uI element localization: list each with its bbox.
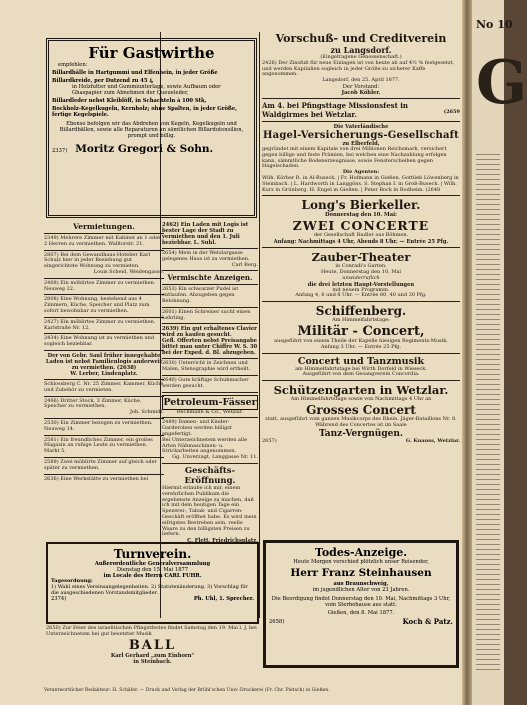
- page-gutter: [462, 0, 472, 705]
- classified-ad: Gg. Unverzagt, Langgasse Nr. 11.: [172, 454, 258, 461]
- zwei-date: Donnerstag den 10. Mai:: [325, 212, 397, 219]
- schutzen-body: statt, ausgeführt vom ganzen Musikcorps des Rhein. Jäger-Bataillons Nr. 8.: [265, 415, 457, 422]
- todes-signature: Koch & Patz.: [402, 617, 453, 626]
- ball-by: Karl Gerhard „zum Einhorn": [110, 652, 195, 659]
- militar-title: Militär - Concert,: [297, 323, 425, 339]
- classified-ad: 2640) Gute kräftige Schuhmacher werden gesucht.: [162, 376, 249, 389]
- column-1: [44, 222, 164, 482]
- gastwirthe-ebenso: Ebenso befolgen wir das Abdrehen von Kegeln, Kegelkugeln und Billardbällen, sowie alle Reparaturen an sämtlichen Billardutensilien, prompt und billig.: [59, 121, 244, 139]
- zauber-place: in Conradi's Garten.: [335, 263, 387, 270]
- turnverein-sub: Außerordentliche Generalversammlung: [94, 561, 211, 567]
- classified-ad: Bei Unterzeichnetem werden alle Arten Nähmaschinen- u. Strickarbeiten angenommen.: [162, 436, 248, 455]
- todes-burial: Die Beerdigung findet Donnerstag den 10. Mai, Nachmittags 3 Uhr, vom Sterbehause aus statt.: [271, 596, 451, 608]
- ball-title: BALL: [128, 637, 177, 653]
- vorschuss-sub: (Eingetragene Genossenschaft.): [320, 54, 402, 60]
- long-title: Long's Bierkeller.: [301, 198, 421, 213]
- geschaeft-title: Geschäfts-Eröffnung.: [184, 465, 236, 486]
- schutzen-gross: Grosses Concert: [306, 402, 416, 417]
- classified-ad: 2530) Ein Zimmer bezogen zu vermiethen. Neuweg 14.: [44, 419, 153, 432]
- schutzen-number: 2657): [262, 437, 277, 444]
- classified-ad: 2349) Mehrere Zimmer mit Kabinet an 1 oder 2 Herren zu vermiethen. Walltorstr. 21.: [44, 235, 161, 247]
- vorschuss-date: Langsdorf, den 25. April 1877.: [322, 77, 400, 84]
- vermietungen-heading: Vermietungen.: [73, 222, 135, 231]
- classified-ad: 2434) Eine Wohnung ist zu vermiethen und sogleich beziehbar.: [44, 335, 155, 348]
- classified-ad: 2654) Mein in der Wetzlargasse gelegenes Haus ist zu vermiethen.: [162, 250, 250, 262]
- classified-ad: 2807) Bei dem Gewandhaus-Hotelier Karl Schulz hier in jeder Beziehung gut eingerichtete Wohnung zu vermieten.: [44, 251, 151, 270]
- classified-ad: Joh. Schmidt.: [130, 409, 164, 416]
- column-2: [162, 222, 258, 544]
- militar-by: ausgeführt von einem Theile der Kapelle hiesigen Regiments-Musik.: [274, 337, 448, 344]
- next-page-number: No 10: [476, 18, 513, 31]
- schiffen-hf: Am Himmelfahrtstage:: [332, 317, 390, 324]
- vorschuss-vorstand: Der Vorstand:: [342, 83, 380, 90]
- schiffen-title: Schiffenberg.: [315, 304, 407, 319]
- vorschuss-place: zu Langsdorf.: [330, 45, 392, 55]
- vorschuss-signature: Jacob Köhler.: [341, 89, 381, 96]
- gastwirthe-kegelspiele: fertige Kegelspiele.: [52, 112, 109, 118]
- gastwirthe-holzkugeln: in Holzfutter und Gummiunterlage, sowie Aufbaum oder Ghaspapier zum Abnehmen der Queueleder,: [72, 84, 221, 96]
- schutzen-title: Schützengarten in Wetzlar.: [273, 383, 449, 398]
- classified-ad: 2408) Ein möblirtes Zimmer zu vermiethen. Neuweg 22.: [44, 279, 156, 292]
- classified-ad: 2589) Zwei möblirte Zimmer auf gleich oder später zu vermiethen.: [44, 458, 157, 471]
- zwei-title: ZWEI CONCERTE: [292, 218, 430, 234]
- todes-body1: Heute Morgen verschied plötzlich unser Reisender,: [293, 559, 429, 565]
- todes-date: Gießen, den 8. Mai 1877.: [327, 610, 395, 616]
- schutzen-tanz: Tanz-Vergnügen.: [318, 428, 404, 439]
- zwei-times: Anfang: Nachmittags 4 Uhr, Abends 8 Uhr. — Entrée 25 Pfg.: [273, 239, 449, 246]
- petroleum-line: Rechmann & Co., Wetzlar.: [176, 408, 244, 415]
- classified-ad: 2489) Damen- und Kinder-Garderoben werden billigst angefertigt.: [162, 419, 232, 437]
- militar-times: Anfang 3 Uhr. — Entrée 25 Pfg.: [320, 343, 402, 350]
- turnverein-number: 2374): [51, 596, 67, 603]
- hagel-pre: Die Vaterländische: [333, 123, 389, 130]
- missionsfest-line2: Waldgirmes bei Wetzlar.: [262, 109, 357, 119]
- zwei-by: der Gesellschaft Rudler aus Böhmen.: [313, 232, 409, 239]
- turnverein-agenda: 1) Wahl eines Vereinsangelegenheiten. 2) Statutenänderung. 3) Vorschlag für die ausgeschiedenen Vorstandsmitglieder.: [51, 583, 248, 596]
- classified-ad-bold: Der von Gebr. Saul früher innegehabte Laden ist nebst Familienlogis anderweit zu vermiethen. (2638): [45, 352, 163, 371]
- gastwirthe-number: 2337): [52, 148, 68, 154]
- clavier-offer: Gefl. Offerten nebst Preisangabe bittet man unter Chiffre W. S. 30 bei der Exped. d. Bl. abzugeben.: [162, 338, 258, 357]
- next-page-text-lines: [476, 150, 500, 670]
- classified-ad: Louis Scheid, Weidengasse.: [93, 268, 164, 275]
- geschaeft-body: Hiermit erlaube ich mir, einem verehrlichen Publikum die ergebenste Anzeige zu machen, daß ich mit dem heutigen Tage ein Spezerei-, Tabak- und Cigarren-Geschäft eröffnet habe. Es wird mein eifrigstes Bestreben sein, reelle Waare zu den billigsten Preisen zu liefern.: [162, 484, 257, 538]
- vorschuss-title: Vorschuß- und Creditverein: [275, 32, 447, 45]
- petroleum-title: Petroleum-Fässer: [163, 396, 257, 408]
- turnverein-agenda-title: Tagesordnung:: [51, 578, 93, 584]
- zauber-last: die drei letzten Haupt-Vorstellungen: [307, 281, 415, 288]
- gastwirthe-title: Für Gastwirthe: [88, 44, 215, 62]
- zauber-title: Zauber-Theater: [311, 250, 411, 265]
- todes-name: Herr Franz Steinhausen: [290, 567, 432, 579]
- geschaeft-signature: C. Flett, Friedrichsplatz.: [187, 538, 258, 545]
- schutzen-signature: G. Knauss, Wetzlar.: [405, 437, 460, 444]
- classified-ad: 2808) Eine Wohnung, bestehend aus 4 Zimmern, Küche, Speicher und Platz zum sofort bewohnbar zu vermiethen.: [44, 296, 150, 314]
- gastwirthe-intro: empfehlen:: [58, 62, 88, 68]
- schutzen-during: Während des Concertes ist im Saale: [315, 421, 407, 428]
- classified-ad-bold: W. Lerber, Lindenplatz.: [70, 370, 138, 377]
- classified-ad: Carl Berg.: [231, 261, 258, 268]
- turnverein-signature: Ph. Uhl, 1. Sprecher.: [193, 596, 254, 603]
- gastwirthe-bockholz: Bockholz-Kegelkugeln, Kernholz; ohne Spalten, in jeder Größe,: [52, 106, 237, 112]
- next-page-masthead-letter: G: [476, 48, 527, 118]
- turnverein-place: im Locale des Herrn CARL FUHR.: [103, 573, 202, 579]
- vorschuss-body: 2426) Der Zinsfuß für neue Einlagen ist von heute ab auf 4½ % festgesetzt, und werden Kapitalien sogleich in jeder Größe zu sicherer Kaffe angenommen.: [262, 59, 455, 78]
- classified-ad: 2653) Ein schwarzer Pudel ist entlaufen. Abzugeben gegen Belohnung.: [162, 286, 239, 304]
- hagel-place: zu Elberfeld,: [342, 140, 380, 147]
- hagel-body: gegründet mit einem Kapitale von drei Millionen Reichsmark, versichert gegen billige und feste Prämien, bei welchen eine Nachzahlung erfolgen kann, sämmtliche Bodenerzeugnisse, sowie Fensterscheiben gegen Hagelschaden.: [262, 145, 447, 170]
- classified-ad: 2630) Unterricht in Zeichnen und Malen, Stenographie wird ertheilt.: [162, 360, 251, 373]
- gastwirthe-billardleder: Billardleder nebst Kleiblöff, in Schachteln à 100 Stk,: [52, 98, 207, 104]
- todes-anzeige: [263, 540, 459, 668]
- ctanz-title: Concert und Tanzmusik: [297, 355, 425, 367]
- gastwirthe-billardkreide: Billardkreide, per Dutzend zu 45 ₰,: [52, 78, 154, 84]
- ball-intro: 2650) Zur Feier des israelitischen Pfingstfestes findet Samstag den 19. Mai l. J. bei Unterzeichnetem bei gut besetzter Musik: [46, 625, 257, 637]
- classified-ad: 2466) Dritter Stock, 3 Zimmer, Küche, Speicher zu vermiethen.: [44, 397, 142, 410]
- gastwirthe-firm: Moritz Gregori & Sohn.: [75, 143, 214, 155]
- classified-ad: 2601) Einen Schreiner sucht einen Lehrling.: [162, 308, 251, 321]
- classified-ad: 2581) Ein freundliches Zimmer, ein großes Magazin an ruhige Leute zu vermiethen. Markt 5.: [44, 436, 153, 455]
- turnverein-title: Turnverein.: [113, 547, 192, 561]
- zauber-start: Anfang 4, 6 und 8 Uhr. — Entrée 60, 40 und 20 Pfg.: [295, 292, 427, 299]
- classified-ad: 2427) Ein möblirtes Zimmer zu vermiethen. Karlstraße Nr. 12.: [44, 318, 156, 331]
- hagel-agents: Wilh. Körber R. in Al-Buseck. | Fr. Hofmann in Gießen. Gottlieb Löwenberg in Steinbach. | L. Hardworth in Langgöns. S. Stephan I. in Groß-Buseck. | Wilh. Kurz in Grünberg. H. Engel in Gießen. | Peter Bock in Rodheim. (2648: [262, 174, 459, 193]
- clavier-ad: 2639) Ein gut erhaltenes Clavier wird zu kaufen gesucht.: [162, 326, 257, 339]
- ctanz-line: am Himmelfahrtstage bei Wirth Dorfeld in Wieseck.: [295, 365, 427, 372]
- ctanz-by: Ausgeführt von dem Gesangverein Concordia.: [302, 371, 420, 378]
- classified-ad: 2636) Eine Werkstätte zu vermiethen bei: [44, 475, 149, 482]
- vermischte-heading: Vermischte Anzeigen.: [167, 273, 253, 283]
- zauber-unwider: unwiderruflich: [342, 274, 380, 281]
- laden-ad: 2462) Ein Laden mit Logis ist bester Lage der Stadt zu vermiethen und den 1. Juli beziehbar. L. Suhl.: [162, 222, 249, 246]
- ball-ad: [46, 626, 259, 665]
- hagel-agents-title: Die Agenten:: [342, 169, 380, 176]
- gastwirthe-ad: [46, 38, 257, 218]
- missionsfest-line1: Am 4. bei Pfingsttage Missionsfest in: [262, 100, 409, 110]
- todes-age: im jugendlichen Alter von 23 Jahren.: [312, 587, 410, 593]
- zauber-prog: mit neuem Programm.: [332, 286, 390, 293]
- classified-ad: Schlossberg C. Nr. 25 Zimmer, Kammer, Küche und Zubehör zu vermieten.: [44, 380, 164, 393]
- column-3: [262, 32, 460, 444]
- page-footer: Verantwortlicher Redakteur: H. Schäfer. — Druck und Verlag der Brühl'schen Univ.-Druckerei (Fr. Chr. Pietsch) in Gießen.: [44, 688, 330, 693]
- todes-title: Todes-Anzeige.: [314, 546, 408, 559]
- hagel-title: Hagel-Versicherungs-Gesellschaft: [263, 129, 459, 141]
- gastwirthe-billardballe: Billardbälle in Hartgummi und Elfenbein, in jeder Größe: [52, 70, 218, 76]
- zauber-date: Heute, Donnerstag den 10. Mai: [320, 268, 402, 275]
- todes-from: aus Braunschweig,: [333, 581, 389, 587]
- missionsfest-number: (2659: [443, 108, 460, 115]
- turnverein-date: Dienstag den 15. Mai 1877: [116, 567, 189, 573]
- schutzen-intro: Am Himmelfahrtstage sowie von Nachmittags 4 Uhr an: [290, 396, 432, 403]
- todes-number: 2658): [269, 619, 285, 625]
- turnverein-ad: [46, 542, 259, 624]
- column-rule: [259, 32, 260, 618]
- ball-place: in Steinbach.: [133, 658, 172, 665]
